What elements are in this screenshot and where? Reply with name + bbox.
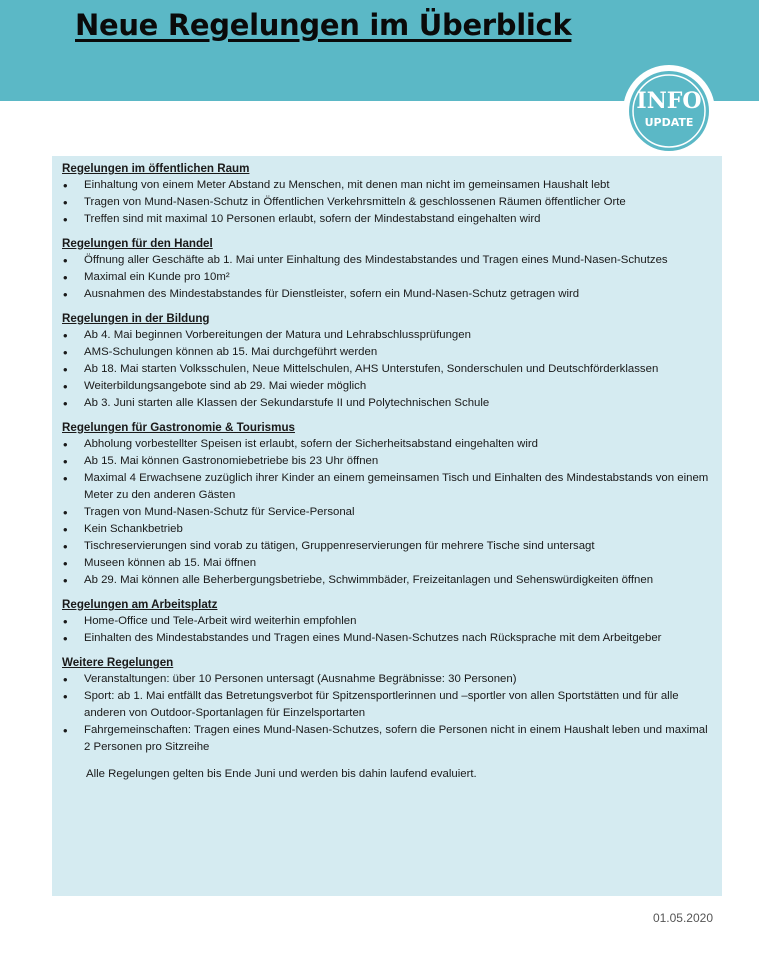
list-item: • Einhaltung von einem Meter Abstand zu Menschen, mit denen man nicht im gemeinsamen Haushalt lebt — [62, 177, 712, 194]
list-item: • Tischreservierungen sind vorab zu tätigen, Gruppenreservierungen für mehrere Tische sind untersagt — [62, 538, 712, 555]
publish-date: 01.05.2020 — [652, 911, 713, 925]
section-title: Regelungen in der Bildung — [62, 312, 210, 325]
list-item: • Ausnahmen des Mindestabstandes für Dienstleister, sofern ein Mund-Nasen-Schutz getragen wird — [62, 286, 712, 303]
list-item: • Weiterbildungsangebote sind ab 29. Mai wieder möglich — [62, 378, 712, 395]
list-item: • Einhalten des Mindestabstandes und Tragen eines Mund-Nasen-Schutzes nach Rücksprache mit dem Arbeitgeber — [62, 630, 712, 647]
list-item: • Fahrgemeinschaften: Tragen eines Mund-Nasen-Schutzes, sofern die Personen nicht in einem Haushalt leben und maximal 2 Personen pro Sitzreihe — [62, 722, 712, 756]
section — [62, 235, 712, 303]
section — [62, 596, 712, 647]
section-title: Regelungen für den Handel — [62, 237, 213, 250]
list-item: • Veranstaltungen: über 10 Personen untersagt (Ausnahme Begräbnisse: 30 Personen) — [62, 671, 712, 688]
section — [62, 419, 712, 589]
regulations-content — [62, 160, 712, 783]
section-title: Regelungen am Arbeitsplatz — [62, 598, 218, 611]
list-item: • AMS-Schulungen können ab 15. Mai durchgeführt werden — [62, 344, 712, 361]
bullet-list — [62, 252, 712, 303]
section — [62, 310, 712, 412]
list-item: • Tragen von Mund-Nasen-Schutz in Öffentlichen Verkehrsmitteln & geschlossenen Räumen öffentlicher Orte — [62, 194, 712, 211]
list-item: • Tragen von Mund-Nasen-Schutz für Service-Personal — [62, 504, 712, 521]
list-item: • Abholung vorbestellter Speisen ist erlaubt, sofern der Sicherheitsabstand eingehalten wird — [62, 436, 712, 453]
list-item: • Sport: ab 1. Mai entfällt das Betretungsverbot für Spitzensportlerinnen und –sportler von allen Sportstätten und für alle anderen von Outdoor-Sportanlagen für Einzelsportarten — [62, 688, 712, 722]
list-item: • Home-Office und Tele-Arbeit wird weiterhin empfohlen — [62, 613, 712, 630]
section-title: Regelungen im öffentlichen Raum — [62, 162, 250, 175]
section — [62, 654, 712, 756]
bullet-list — [62, 436, 712, 589]
section — [62, 160, 712, 228]
bullet-list — [62, 327, 712, 412]
list-item: • Maximal 4 Erwachsene zuzüglich ihrer Kinder an einem gemeinsamen Tisch und Einhalten des Mindestabstands von einem Meter zu den anderen Gästen — [62, 470, 712, 504]
badge-line2: UPDATE — [644, 116, 694, 129]
info-update-badge-icon — [622, 64, 716, 158]
bullet-list — [62, 613, 712, 647]
list-item: • Kein Schankbetrieb — [62, 521, 712, 538]
bullet-list — [62, 177, 712, 228]
list-item: • Ab 18. Mai starten Volksschulen, Neue Mittelschulen, AHS Unterstufen, Sonderschulen und Deutschförderklassen — [62, 361, 712, 378]
section-title: Regelungen für Gastronomie & Tourismus — [62, 421, 295, 434]
badge-line1: INFO — [636, 88, 702, 114]
bullet-list — [62, 671, 712, 756]
list-item: • Ab 15. Mai können Gastronomiebetriebe bis 23 Uhr öffnen — [62, 453, 712, 470]
page-title: Neue Regelungen im Überblick — [75, 8, 572, 42]
list-item: • Treffen sind mit maximal 10 Personen erlaubt, sofern der Mindestabstand eingehalten wird — [62, 211, 712, 228]
list-item: • Maximal ein Kunde pro 10m² — [62, 269, 712, 286]
list-item: • Museen können ab 15. Mai öffnen — [62, 555, 712, 572]
list-item: • Ab 29. Mai können alle Beherbergungsbetriebe, Schwimmbäder, Freizeitanlagen und Sehenswürdigkeiten öffnen — [62, 572, 712, 589]
footer-note: Alle Regelungen gelten bis Ende Juni und werden bis dahin laufend evaluiert. — [86, 768, 477, 780]
section-title: Weitere Regelungen — [62, 656, 174, 669]
list-item: • Öffnung aller Geschäfte ab 1. Mai unter Einhaltung des Mindestabstandes und Tragen eines Mund-Nasen-Schutzes — [62, 252, 712, 269]
list-item: • Ab 4. Mai beginnen Vorbereitungen der Matura und Lehrabschlussprüfungen — [62, 327, 712, 344]
list-item: • Ab 3. Juni starten alle Klassen der Sekundarstufe II und Polytechnischen Schule — [62, 395, 712, 412]
